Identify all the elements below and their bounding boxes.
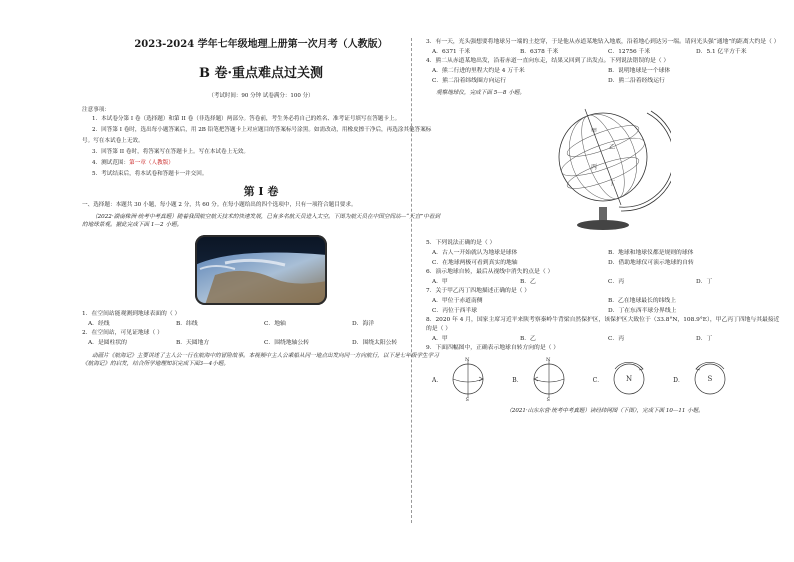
q7-option-a: A．甲位于赤道南侧 [432, 298, 483, 305]
question-1: 1．在空间站能观测到地球表面的（ ） [82, 310, 181, 317]
globe-label-bing: 丙 [591, 164, 598, 172]
note-item-4 [82, 158, 440, 169]
q7-option-b: B．乙在地球最长的纬线上 [608, 298, 677, 305]
q5-option-a: A．古人一开始就认为地球是球体 [432, 250, 518, 257]
q4-option-b: B．说明地球是一个球体 [608, 68, 671, 74]
q1-option-c: C．地轴 [264, 320, 286, 327]
note-item-1: 1．本试卷分第 I 卷（选择题）和第 II 卷（非选择题）两部分。答卷前，考生务必将自己的姓名、准考证号填写在答题卡上。 [92, 116, 401, 123]
q9-figure-a-letter: A． [432, 376, 443, 384]
scope-prefix: 4．测试范围： [92, 160, 130, 167]
q1-option-d: D．海洋 [352, 320, 375, 327]
question-8: 8．2020 年 4 月，国家主席习近平来陕考察秦岭牛背梁自然保护区，该保护区大致位于（33.8°N，108.9°E），甲乙丙丁四地与其最接近的是（ ） [426, 317, 780, 333]
q6-option-c: C．丙 [608, 279, 625, 286]
question-6-options [426, 277, 784, 287]
q3-option-a: A．6371 千米 [432, 49, 471, 55]
globe-label-jia: 甲 [591, 128, 598, 136]
question-3-options [426, 47, 784, 57]
question-1-options [82, 319, 440, 329]
q4-option-d: D．熊二沿着经线运行 [608, 78, 665, 84]
q6-option-b: B．乙 [520, 279, 536, 286]
q2-option-c: C．围绕地轴公转 [264, 339, 310, 346]
q9-figure-d-letter: D． [673, 376, 684, 384]
q9-a-bottom: S [465, 397, 470, 402]
globe-label-yi: 乙 [609, 144, 616, 152]
left-column [82, 38, 440, 368]
q9-a-top: N [465, 357, 470, 364]
question-4-options [426, 66, 784, 86]
exam-title: 2023-2024 学年七年级地理上册第一次月考（人教版） [134, 39, 388, 50]
question-9-figures [432, 357, 732, 401]
q9-figure-d [673, 357, 732, 401]
q3-option-d: D．5.1 亿平方千米 [696, 49, 747, 55]
q7-option-d: D．丁在东西半球分界线上 [608, 308, 677, 315]
globe-label-ding: 丁 [609, 180, 616, 188]
q5-option-c: C．在地球两极可看到真实的地轴 [432, 260, 518, 267]
question-3: 3．有一天，光头强想要将地球另一端的土挖穿，于是他从赤道某地钻入地底，沿着地心到达另一端。请问光头强“通地”的距离大约是（ ） [426, 39, 780, 45]
figure-caption: （2021·山东东营·统考中考真题）读经纬网图（下图），完成下面 10—11 小题。 [506, 408, 704, 415]
earth-from-space-photo [195, 235, 327, 305]
q9-b-top: N [545, 357, 551, 364]
q9-c-center: N [626, 375, 633, 384]
q3-option-b: B．6378 千米 [520, 49, 559, 55]
question-7: 7．关于甲乙丙丁四地描述正确的是（ ） [426, 288, 531, 295]
question-8-options [426, 334, 784, 344]
q5-option-b: B．地球和地球仪都是规则的球体 [608, 250, 694, 257]
q6-option-d: D．丁 [696, 279, 713, 286]
question-2: 2．在空间站，可见证地球（ ） [82, 329, 163, 336]
q5-option-d: D．借助地球仪可演示地球的自转 [608, 260, 694, 267]
q1-option-b: B．纬线 [176, 320, 198, 327]
question-5: 5．下列说法正确的是（ ） [426, 240, 496, 247]
q2-option-a: A．是圆柱状的 [88, 339, 127, 346]
question-4: 4．熊二从赤道某地出发，沿着赤道一直向东走，结果又回到了出发点。下列说法错误的是（ ） [426, 58, 670, 64]
q4-option-c: C．熊二沿着纬线圈方向运行 [432, 78, 506, 84]
scope-value: 第一章（人教版） [129, 160, 174, 167]
question-7-options [426, 296, 784, 316]
notes-heading: 注意事项： [82, 107, 110, 113]
question-2-options [82, 338, 440, 348]
q9-figure-c [593, 357, 652, 401]
q2-option-d: D．围绕太阳公转 [352, 339, 398, 346]
question-9: 9．下面四幅图中，正确表示地球自转方向的是（ ） [426, 345, 560, 352]
q9-figure-a [432, 357, 490, 401]
q9-figure-c-letter: C． [592, 376, 604, 384]
q8-option-d: D．丁 [696, 336, 713, 343]
q3-option-c: C．12756 千米 [608, 49, 651, 55]
exam-subtitle: B 卷·重点难点过关测 [198, 66, 324, 81]
q9-figure-b-letter: B． [512, 376, 523, 384]
note-item-3: 3．回答第 II 卷时，将答案写在答题卡上。写在本试卷上无效。 [92, 149, 249, 156]
material-3: 观察地球仪，完成下面 5—8 小题。 [436, 90, 525, 96]
globe-stand [577, 207, 629, 230]
q2-option-b: B．天圆地方 [176, 339, 210, 346]
q7-option-c: C．丙位于西半球 [432, 308, 478, 315]
q1-option-a: A．经线 [88, 320, 110, 327]
note-item-2: 2．回答第 I 卷时，选出每小题答案后，用 2B 铅笔把答题卡上对应题目的答案标号涂黑。如需改动，用橡皮擦干净后，再选涂其他答案标号。写在本试卷上无效。 [82, 127, 432, 145]
section-intro: 一、选择题：本题共 30 小题，每小题 2 分，共 60 分。在每小题给出的四个选项中，只有一项符合题目要求。 [82, 202, 357, 209]
q4-option-a: A．熊二行进的里程大约是 4 万千米 [432, 68, 525, 74]
material-1: （2022·湖南株洲·统考中考真题）随着我国航空航天技术的快速发展，已有多名航天员进入太空。下图为航天员在中国空间站—“天宫”中看到的地球景观。据此完成下面 1—2 小题。 [82, 213, 440, 229]
material-2: 动画片《航海记》主要讲述了主人公一行在航海中的冒险故事。本视频中主人公乘船从同一地点出发向同一方向航行，以下是七年级学生学习《航海记》的启发，结合所学地理知识完成下面3—4小题。 [82, 352, 439, 368]
q8-option-a: A．甲 [432, 336, 448, 343]
exam-meta: （考试时间：90 分钟 试卷满分：100 分） [208, 93, 314, 99]
right-column [426, 38, 784, 415]
globe-diagram [539, 99, 671, 235]
q6-option-a: A．甲 [432, 279, 448, 286]
q9-b-bottom: S [546, 397, 550, 402]
question-6: 6．演示地球自转，最后从视线中消失的点是（ ） [426, 269, 554, 276]
q9-d-center: S [707, 375, 713, 384]
section-heading: 第 I 卷 [243, 185, 279, 199]
q8-option-b: B．乙 [520, 336, 536, 343]
note-item-5: 5．考试结束后，将本试卷和答题卡一并交回。 [92, 171, 208, 178]
q8-option-c: C．丙 [608, 336, 625, 343]
q9-figure-b [512, 357, 570, 401]
question-5-options [426, 248, 784, 268]
